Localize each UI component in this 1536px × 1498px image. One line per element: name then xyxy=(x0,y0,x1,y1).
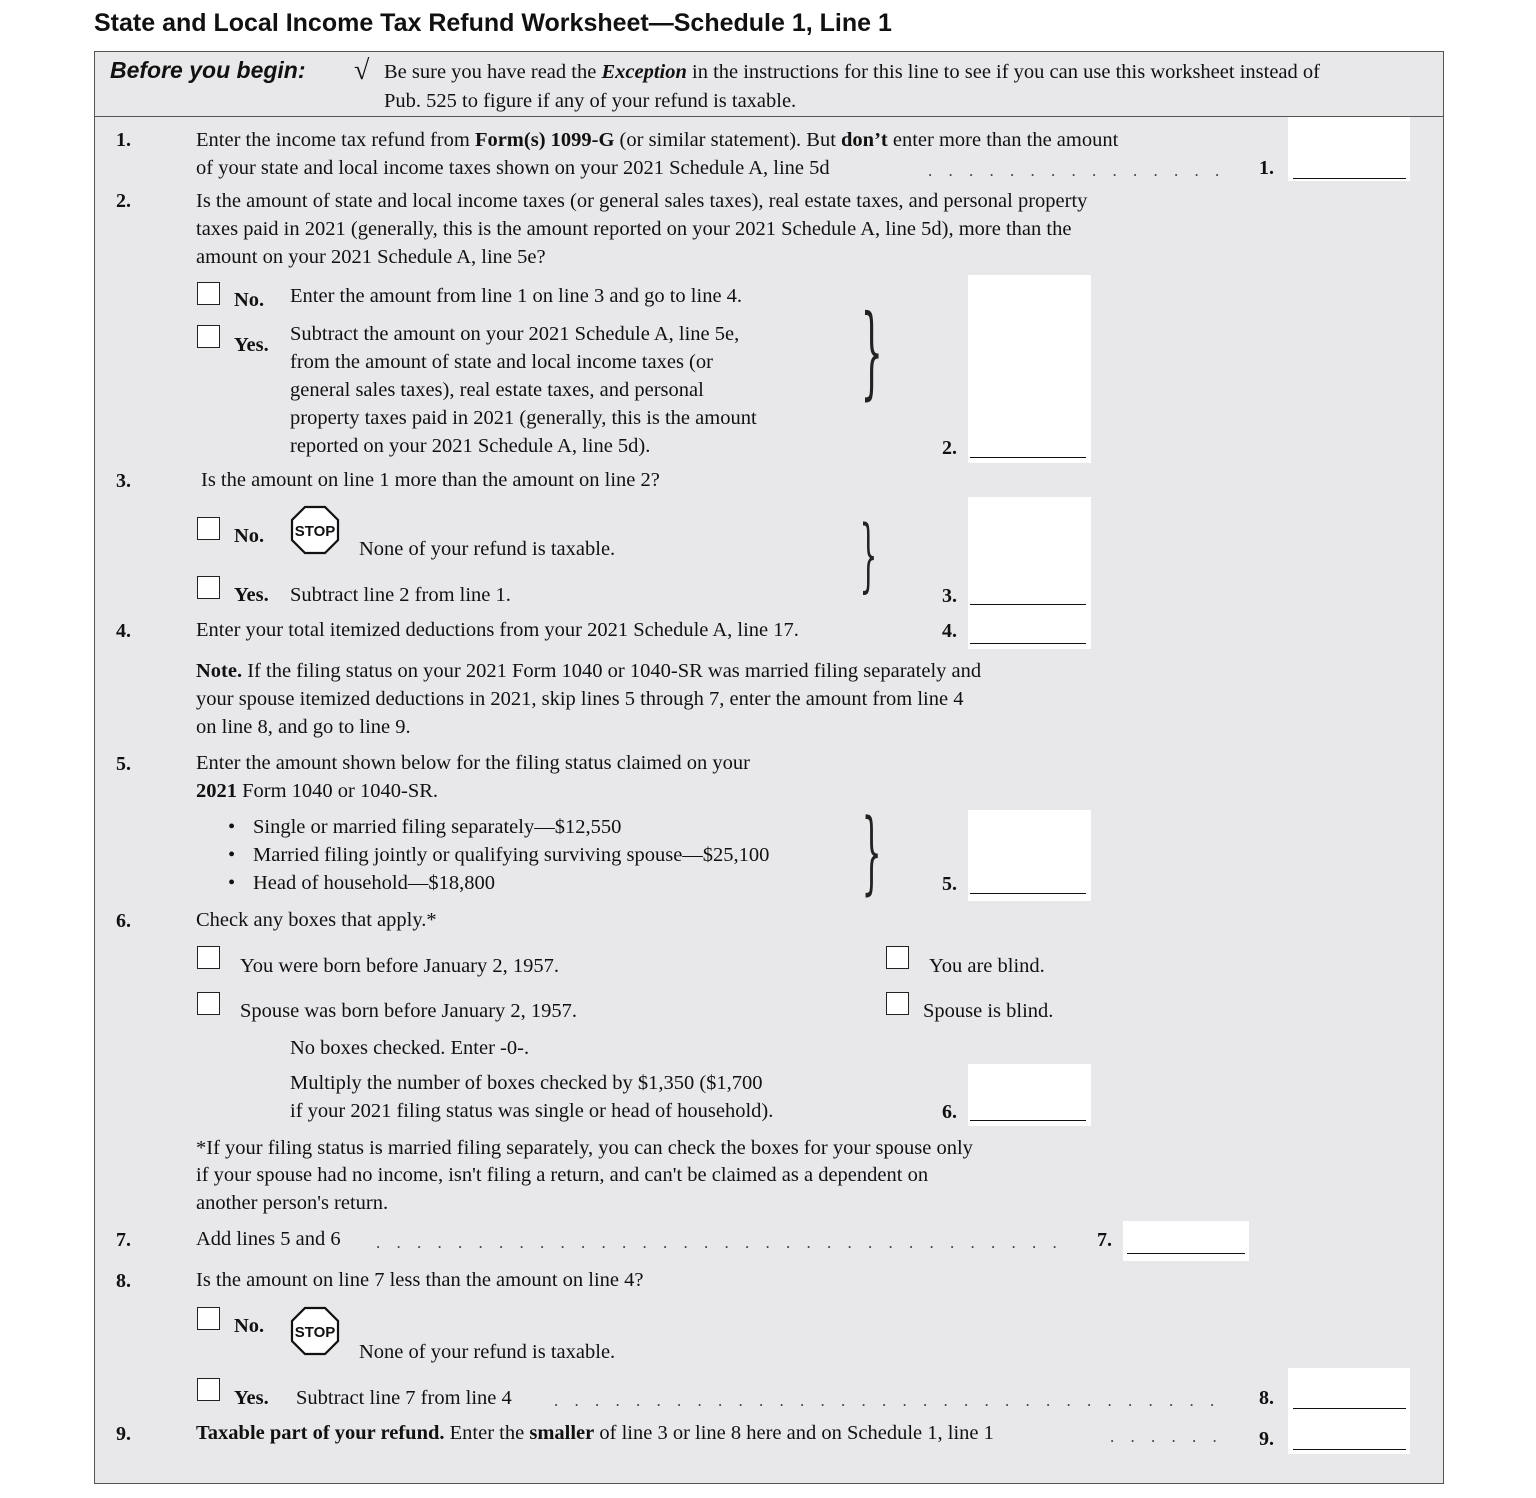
line8-number: 8. xyxy=(116,1270,131,1292)
line7-label: 7. xyxy=(1097,1229,1112,1251)
stop-sign-icon xyxy=(290,1306,340,1356)
line2-yes-text-5: reported on your 2021 Schedule A, line 5d). xyxy=(290,435,651,457)
line5-bullet-3-dot: • xyxy=(228,872,236,894)
checkmark-icon: √ xyxy=(354,55,370,86)
line8-yes-checkbox[interactable] xyxy=(197,1378,220,1401)
line2-no-label: No. xyxy=(234,289,265,311)
line7-answer-area xyxy=(1123,1221,1249,1261)
before-you-begin-label: Before you begin: xyxy=(110,57,306,83)
line6-input[interactable] xyxy=(970,1120,1086,1121)
line2-no-checkbox[interactable] xyxy=(197,282,220,305)
line2-yes-text-2: from the amount of state and local income taxes (or xyxy=(290,351,713,373)
line3-question: Is the amount on line 1 more than the amount on line 2? xyxy=(201,469,660,491)
spouse-blind-text: Spouse is blind. xyxy=(923,1000,1054,1022)
line5-brace: } xyxy=(861,800,882,905)
line9-label: 9. xyxy=(1259,1428,1274,1450)
line5-text-b: 2021 Form 1040 or 1040-SR. xyxy=(196,780,439,802)
line1-label: 1. xyxy=(1259,157,1274,179)
line2-input[interactable] xyxy=(970,457,1086,458)
line5-input[interactable] xyxy=(970,893,1086,894)
line6-number: 6. xyxy=(116,910,131,932)
line3-no-checkbox[interactable] xyxy=(197,517,220,540)
before-text-line2: Pub. 525 to figure if any of your refund is taxable. xyxy=(384,90,797,112)
line3-4-answer-area xyxy=(968,497,1091,649)
line4-note-1: Note. If the filing status on your 2021 Form 1040 or 1040-SR was married filing separately and xyxy=(196,660,982,682)
header-divider xyxy=(94,116,1444,117)
worksheet-title: State and Local Income Tax Refund Worksheet—Schedule 1, Line 1 xyxy=(94,9,892,37)
line6-multiply-1: Multiply the number of boxes checked by $1,350 ($1,700 xyxy=(290,1072,763,1094)
line8-no-label: No. xyxy=(234,1315,265,1337)
line1-text-a: Enter the income tax refund from Form(s) 1099-G (or similar statement). But don’t enter more than the amount xyxy=(196,129,1119,151)
line6-multiply-2: if your 2021 filing status was single or head of household). xyxy=(290,1100,774,1122)
line2-text-b: taxes paid in 2021 (generally, this is the amount reported on your 2021 Schedule A, line 5d), more than the xyxy=(196,218,1072,240)
line2-yes-checkbox[interactable] xyxy=(197,325,220,348)
line3-yes-label: Yes. xyxy=(234,584,269,606)
line7-input[interactable] xyxy=(1127,1253,1245,1254)
line1-text-b: of your state and local income taxes shown on your 2021 Schedule A, line 5d xyxy=(196,157,830,179)
line6-footnote-2: if your spouse had no income, isn't filing a return, and can't be claimed as a dependent on xyxy=(196,1164,929,1186)
line6-none-text: No boxes checked. Enter -0-. xyxy=(290,1037,530,1059)
born-before-checkbox[interactable] xyxy=(197,946,220,969)
line4-number: 4. xyxy=(116,620,131,642)
line8-question: Is the amount on line 7 less than the amount on line 4? xyxy=(196,1269,644,1291)
line1-input[interactable] xyxy=(1293,178,1406,179)
line4-note-3: on line 8, and go to line 9. xyxy=(196,716,411,738)
line5-number: 5. xyxy=(116,753,131,775)
line2-text-c: amount on your 2021 Schedule A, line 5e? xyxy=(196,246,546,268)
line2-no-text: Enter the amount from line 1 on line 3 and go to line 4. xyxy=(290,285,743,307)
line8-label: 8. xyxy=(1259,1387,1274,1409)
line5-label: 5. xyxy=(942,873,957,895)
line5-bullet-3: Head of household—$18,800 xyxy=(253,872,495,894)
line3-no-text: None of your refund is taxable. xyxy=(359,538,616,560)
line1-answer-area xyxy=(1288,117,1410,181)
line8-input[interactable] xyxy=(1293,1408,1406,1409)
line3-label: 3. xyxy=(942,585,957,607)
line6-text: Check any boxes that apply.* xyxy=(196,909,437,931)
line6-label: 6. xyxy=(942,1101,957,1123)
line9-text: Taxable part of your refund. Enter the smaller of line 3 or line 8 here and on Schedule 1, line 1 xyxy=(196,1422,994,1444)
line1-leader-dots: . . . . . . . . . . . . . . . xyxy=(928,161,1226,180)
line3-input[interactable] xyxy=(970,604,1086,605)
line2-answer-area xyxy=(968,275,1091,463)
line5-text-a: Enter the amount shown below for the filing status claimed on your xyxy=(196,752,750,774)
line2-brace: } xyxy=(860,293,883,410)
line6-footnote-1: *If your filing status is married filing separately, you can check the boxes for your spouse only xyxy=(196,1137,973,1159)
line2-yes-text-1: Subtract the amount on your 2021 Schedule A, line 5e, xyxy=(290,323,740,345)
before-text-line1: Be sure you have read the Exception in the instructions for this line to see if you can use this worksheet instead of xyxy=(384,61,1320,83)
line4-text: Enter your total itemized deductions from your 2021 Schedule A, line 17. xyxy=(196,619,799,641)
line7-text: Add lines 5 and 6 xyxy=(196,1228,341,1250)
stop-sign-text: STOP xyxy=(294,523,336,540)
line2-yes-text-4: property taxes paid in 2021 (generally, this is the amount xyxy=(290,407,757,429)
line7-leader-dots: . . . . . . . . . . . . . . . . . . . . . . . . . . . . . . . . . . xyxy=(376,1233,1063,1252)
line7-number: 7. xyxy=(116,1229,131,1251)
line3-number: 3. xyxy=(116,470,131,492)
line5-bullet-1-dot: • xyxy=(228,816,236,838)
spouse-blind-checkbox[interactable] xyxy=(886,992,909,1015)
stop-sign-text: STOP xyxy=(294,1324,336,1341)
line8-no-text: None of your refund is taxable. xyxy=(359,1341,616,1363)
line6-footnote-3: another person's return. xyxy=(196,1192,389,1214)
line2-number: 2. xyxy=(116,190,131,212)
line4-input[interactable] xyxy=(970,643,1086,644)
line5-bullet-1: Single or married filing separately—$12,550 xyxy=(253,816,622,838)
line3-brace: } xyxy=(859,508,878,601)
line5-bullet-2-dot: • xyxy=(228,844,236,866)
line8-yes-label: Yes. xyxy=(234,1387,269,1409)
line6-answer-area xyxy=(968,1064,1091,1126)
line2-yes-label: Yes. xyxy=(234,334,269,356)
line9-number: 9. xyxy=(116,1423,131,1445)
line1-number: 1. xyxy=(116,129,131,151)
line5-answer-area xyxy=(968,810,1091,901)
line2-yes-text-3: general sales taxes), real estate taxes, and personal xyxy=(290,379,704,401)
you-blind-text: You are blind. xyxy=(929,955,1045,977)
line5-bullet-2: Married filing jointly or qualifying surviving spouse—$25,100 xyxy=(253,844,770,866)
line8-leader-dots: . . . . . . . . . . . . . . . . . . . . . . . . . . . . . . . . . xyxy=(554,1391,1221,1410)
line8-no-checkbox[interactable] xyxy=(197,1307,220,1330)
line8-9-answer-area xyxy=(1288,1368,1410,1454)
line9-input[interactable] xyxy=(1293,1449,1406,1450)
stop-sign-icon xyxy=(290,505,340,555)
you-blind-checkbox[interactable] xyxy=(886,946,909,969)
line3-no-label: No. xyxy=(234,525,265,547)
spouse-born-before-checkbox[interactable] xyxy=(197,992,220,1015)
line2-text-a: Is the amount of state and local income taxes (or general sales taxes), real estate taxes, and personal property xyxy=(196,190,1088,212)
line4-label: 4. xyxy=(942,620,957,642)
line3-yes-text: Subtract line 2 from line 1. xyxy=(290,584,511,606)
line8-yes-text: Subtract line 7 from line 4 xyxy=(296,1387,512,1409)
line3-yes-checkbox[interactable] xyxy=(197,576,220,599)
line9-leader-dots: . . . . . . xyxy=(1110,1427,1223,1446)
line2-label: 2. xyxy=(942,437,957,459)
line4-note-2: your spouse itemized deductions in 2021, skip lines 5 through 7, enter the amount from line 4 xyxy=(196,688,964,710)
spouse-born-before-text: Spouse was born before January 2, 1957. xyxy=(240,1000,578,1022)
born-before-text: You were born before January 2, 1957. xyxy=(240,955,560,977)
